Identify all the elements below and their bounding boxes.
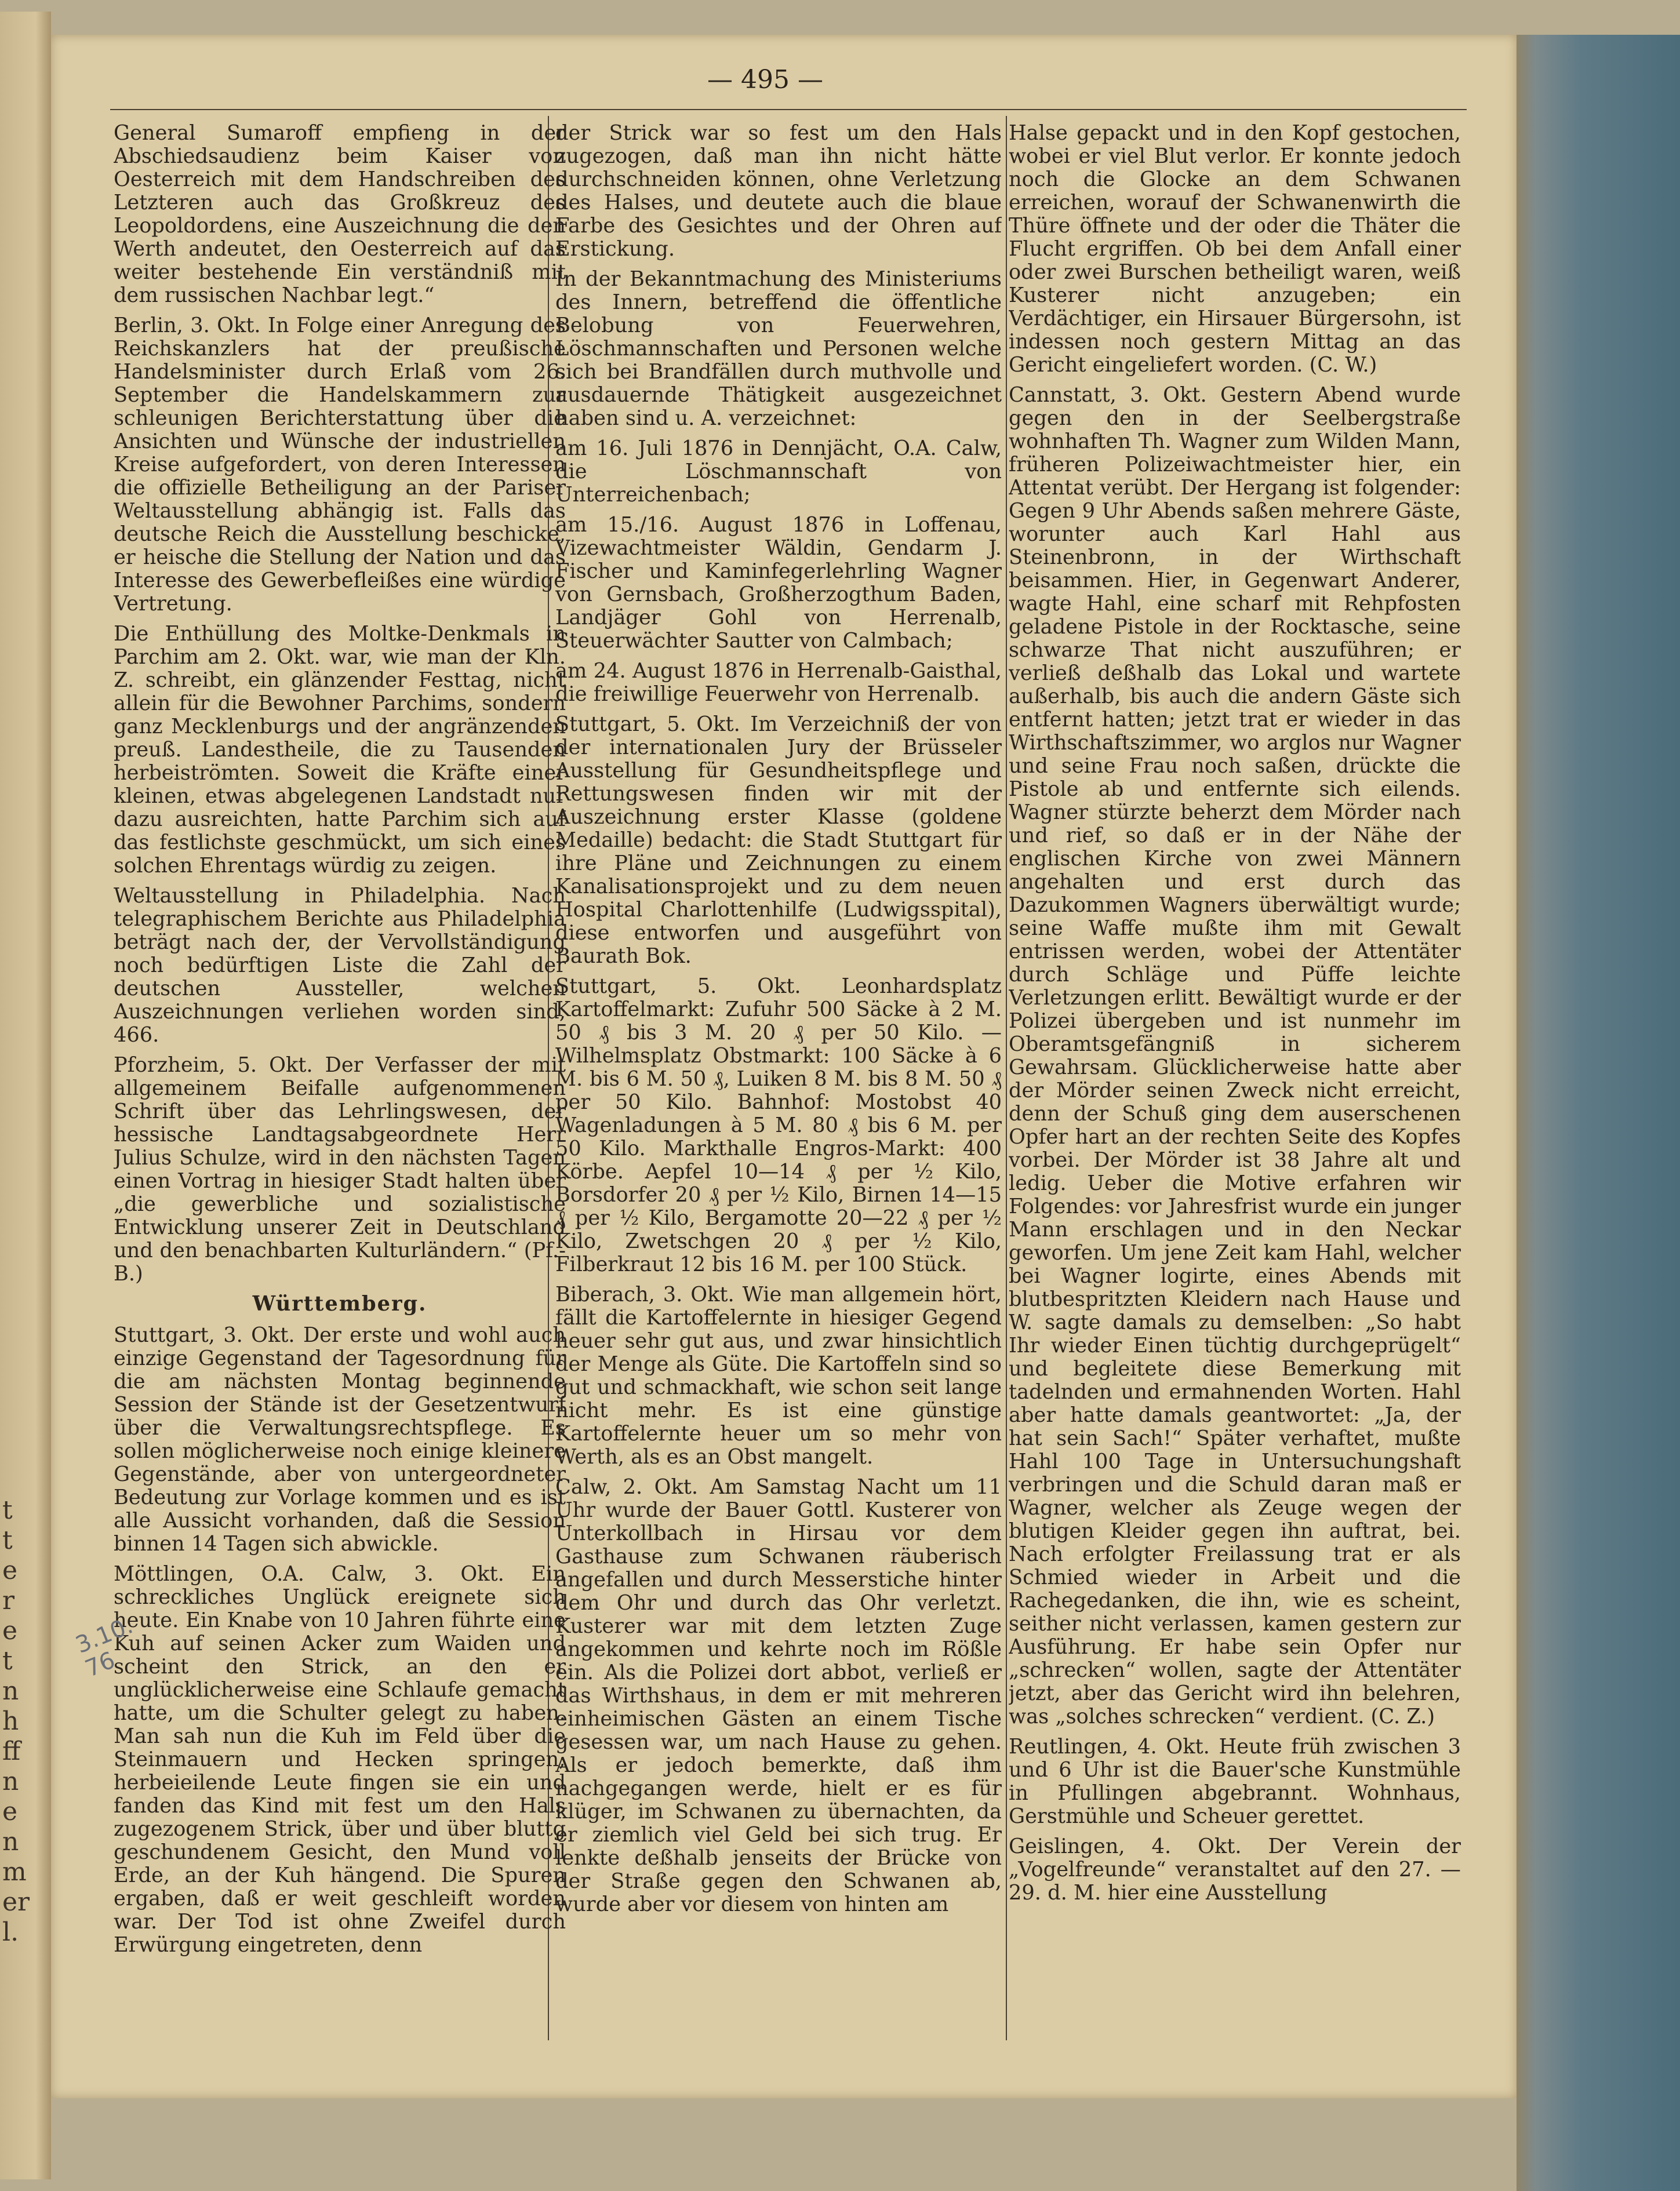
- previous-page-fragment: h: [2, 1706, 19, 1736]
- previous-page-fragment: l.: [2, 1917, 19, 1947]
- article-paragraph: Biberach, 3. Okt. Wie man allgemein hört, fällt die Kartoffelernte in hiesiger Gegend heuer sehr gut aus, und zwar hinsichtlich der Menge als Güte. Die Kartoffeln sind so gut und schmackhaft, wie schon seit lange nicht mehr. Es ist eine günstige Kartoffelernte heuer um so mehr von Werth, als es an Obst mangelt.: [555, 1283, 1002, 1469]
- header-rule: [110, 109, 1467, 110]
- previous-page-fragment: e: [2, 1797, 18, 1826]
- previous-page-fragment: t: [2, 1526, 13, 1555]
- previous-page-fragment: n: [2, 1676, 19, 1706]
- previous-page-fragment: r: [2, 1586, 15, 1615]
- article-paragraph: Geislingen, 4. Okt. Der Verein der „Vogelfreunde“ veranstaltet auf den 27. — 29. d. M. hier eine Ausstellung: [1009, 1835, 1461, 1905]
- previous-page-fragment: t: [2, 1495, 13, 1525]
- article-paragraph: Pforzheim, 5. Okt. Der Verfasser der mit allgemeinem Beifalle aufgenommenen Schrift über das Lehrlingswesen, der hessische Landtagsabgeordnete Herr Julius Schulze, wird in den nächsten Tagen einen Vortrag in hiesiger Stadt halten über „die gewerbliche und sozialistische Entwicklung unserer Zeit in Deutschland und den benachbarten Kulturländern.“ (Pf.-B.): [114, 1053, 566, 1286]
- previous-page-edge: [0, 12, 51, 2179]
- article-paragraph: am 24. August 1876 in Herrenalb-Gaisthal, die freiwillige Feuerwehr von Herrenalb.: [555, 659, 1002, 706]
- article-paragraph: Berlin, 3. Okt. In Folge einer Anregung des Reichskanzlers hat der preußische Handelsminister durch Erlaß vom 26. September die Handelskammern zur schleunigen Berichterstattung über die Ansichten und Wünsche der industriellen Kreise aufgefordert, von deren Interessen die offizielle Betheiligung an der Pariser Weltausstellung abhängig ist. Falls das deutsche Reich die Ausstellung beschicke, er heische die Stellung der Nation und das Interesse des Gewerbefleißes eine würdige Vertretung.: [114, 314, 566, 616]
- pencil-annotation: 3.10. 76: [72, 1612, 137, 1683]
- article-paragraph: der Strick war so fest um den Hals zugezogen, daß man ihn nicht hätte durchschneiden können, ohne Verletzung des Halses, und deutete auch die blaue Farbe des Gesichtes und der Ohren auf Erstickung.: [555, 122, 1002, 261]
- article-paragraph: Weltausstellung in Philadelphia. Nach telegraphischem Berichte aus Philadelphia beträgt nach der, der Vervollständigung noch bedürftigen Liste die Zahl der deutschen Aussteller, welchen Auszeichnungen verliehen worden sind, 466.: [114, 884, 566, 1047]
- column-divider: [1006, 116, 1007, 2040]
- article-paragraph: Cannstatt, 3. Okt. Gestern Abend wurde gegen den in der Seelbergstraße wohnhaften Th. Wagner zum Wilden Mann, früheren Polizeiwachtmeister hier, ein Attentat verübt. Der Hergang ist folgender: Gegen 9 Uhr Abends saßen mehrere Gäste, worunter auch Karl Hahl aus Steinenbronn, in der Wirthschaft beisammen. Hier, in Gegenwart Anderer, wagte Hahl, eine scharf mit Rehpfosten geladene Pistole in der Rocktasche, seine schwarze That nicht auszuführen; er verließ deßhalb das Lokal und wartete außerhalb, bis auch die andern Gäste sich entfernt hatten; jetzt trat er wieder in das Wirthschaftszimmer, wo arglos nur Wagner und seine Frau noch saßen, drückte die Pistole ab und entfernte sich eilends. Wagner stürzte beherzt dem Mörder nach und rief, so daß er in der Nähe der englischen Kirche von zwei Männern angehalten und erst durch das Dazukommen Wagners überwältigt wurde; seine Waffe mußte ihm mit Gewalt entrissen werden, wobei der Attentäter durch Schläge und Püffe leichte Verletzungen erlitt. Bewältigt wurde er der Polizei übergeben und ist nunmehr im Oberamtsgefängniß in sicherem Gewahrsam. Glücklicherweise hatte aber der Mörder seinen Zweck nicht erreicht, denn der Schuß ging dem auserschenen Opfer hart an der rechten Seite des Kopfes vorbei. Der Mörder ist 38 Jahre alt und ledig. Ueber die Motive erfahren wir Folgendes: vor Jahresfrist wurde ein junger Mann erschlagen und in den Neckar geworfen. Um jene Zeit kam Hahl, welcher bei Wagner logirte, eines Abends mit blutbespritzten Kleidern nach Hause und W. sagte damals zu demselben: „So habt Ihr wieder Einen tüchtig durchgeprügelt“ und begleitete diese Bemerkung mit tadelnden und ermahnenden Worten. Hahl aber hatte damals geantwortet: „Ja, der hat sein Sach!“ Später verhaftet, mußte Hahl 100 Tage in Untersuchungshaft verbringen und die Schuld daran maß er Wagner, welcher als Zeuge wegen der blutigen Kleider gegen ihn auftrat, bei. Nach erfolgter Freilassung trat er als Schmied wieder in Arbeit und die Rachegedanken, die ihn, wie es scheint, seither nicht verlassen, kamen gestern zur Ausführung. Er habe sein Opfer nur „schrecken“ wollen, sagte der Attentäter jetzt, aber das Gericht wird ihn belehren, was „solches schrecken“ verdient. (C. Z.): [1009, 383, 1461, 1728]
- section-heading: Württemberg.: [252, 1292, 427, 1316]
- book-cover-edge: [1517, 35, 1680, 2191]
- previous-page-fragment: e: [2, 1556, 18, 1585]
- article-paragraph: In der Bekanntmachung des Ministeriums des Innern, betreffend die öffentliche Belobung von Feuerwehren, Löschmannschaften und Personen welche sich bei Brandfällen durch muthvolle und ausdauernde Thätigkeit ausgezeichnet haben sind u. A. verzeichnet:: [555, 267, 1002, 430]
- previous-page-fragments: [2, 1495, 30, 1948]
- article-paragraph: Möttlingen, O.A. Calw, 3. Okt. Ein schreckliches Unglück ereignete sich heute. Ein Knabe von 10 Jahren führte eine Kuh auf seinen Acker zum Waiden und scheint den Strick, an den er unglücklicherweise eine Schlaufe gemacht hatte, um die Schulter gelegt zu haben. Man sah nun die Kuh im Feld über die Steinmauern und Hecken springen; herbeieilende Leute fingen sie ein und fanden das Kind mit fest um den Hals zugezogenem Strick, über und über bluttg geschundenem Gesicht, den Mund voll Erde, an der Kuh hängend. Die Spuren ergaben, daß er weit geschleift worden war. Der Tod ist ohne Zweifel durch Erwürgung eingetreten, denn: [114, 1562, 566, 1957]
- previous-page-fragment: t: [2, 1646, 13, 1676]
- column-3: [1009, 122, 1461, 2052]
- article-paragraph: am 15./16. August 1876 in Loffenau, Vizewachtmeister Wäldin, Gendarm J. Fischer und Kaminfegerlehrling Wagner von Gernsbach, Großherzogthum Baden, Landjäger Gohl von Herrenalb, Steuerwächter Sautter von Calmbach;: [555, 513, 1002, 653]
- article-paragraph: Reutlingen, 4. Okt. Heute früh zwischen 3 und 6 Uhr ist die Bauer'sche Kunstmühle in Pfullingen abgebrannt. Wohnhaus, Gerstmühle und Scheuer gerettet.: [1009, 1735, 1461, 1828]
- article-paragraph: Halse gepackt und in den Kopf gestochen, wobei er viel Blut verlor. Er konnte jedoch noch die Glocke an dem Schwanen erreichen, worauf der Schwanenwirth die Thüre öffnete und der oder die Thäter die Flucht ergriffen. Ob bei dem Anfall einer oder zwei Burschen betheiligt waren, weiß Kusterer nicht anzugeben; ein Verdächtiger, ein Hirsauer Bürgersohn, ist indessen noch gestern Mittag an das Gericht eingeliefert worden. (C. W.): [1009, 122, 1461, 377]
- article-paragraph: Stuttgart, 3. Okt. Der erste und wohl auch einzige Gegenstand der Tagesordnung für die am nächsten Montag beginnende Session der Stände ist der Gesetzentwurf über die Verwaltungsrechtspflege. Es sollen möglicherweise noch einige kleinere Gegenstände, aber von untergeordneter Bedeutung zur Vorlage kommen und es ist alle Aussicht vorhanden, daß die Session binnen 14 Tagen sich abwickle.: [114, 1323, 566, 1556]
- article-paragraph: Die Enthüllung des Moltke-Denkmals in Parchim am 2. Okt. war, wie man der Kln. Z. schreibt, ein glänzender Festtag, nicht allein für die Bewohner Parchims, sondern ganz Mecklenburgs und der angränzenden preuß. Landestheile, die zu Tausenden herbeiströmten. Soweit die Kräfte einer kleinen, etwas abgelegenen Landstadt nur dazu ausreichten, hatte Parchim sich auf das festlichste geschmückt, um sich eines solchen Ehrentags würdig zu zeigen.: [114, 622, 566, 878]
- article-paragraph: Calw, 2. Okt. Am Samstag Nacht um 11 Uhr wurde der Bauer Gottl. Kusterer von Unterkollbach in Hirsau vor dem Gasthause zum Schwanen räuberisch angefallen und durch Messerstiche hinter dem Ohr und durch das Ohr verletzt. Kusterer war mit dem letzten Zuge angekommen und kehrte noch im Rößle ein. Als die Polizei dort abbot, verließ er das Wirthshaus, in dem er mit mehreren einheimischen Gästen an einem Tische gesessen war, um nach Hause zu gehen. Als er jedoch bemerkte, daß ihm nachgegangen werde, hielt er es für klüger, im Schwanen zu übernachten, da er ziemlich viel Geld bei sich trug. Er lenkte deßhalb jenseits der Brücke von der Straße gegen den Schwanen ab, wurde aber vor diesem von hinten am: [555, 1475, 1002, 1916]
- article-paragraph: General Sumaroff empfieng in der Abschiedsaudienz beim Kaiser von Oesterreich mit dem Handschreiben des Letzteren auch das Großkreuz des Leopoldordens, eine Auszeichnung die den Werth andeutet, den Oesterreich auf das weiter bestehende Ein verständniß mit dem russischen Nachbar legt.“: [114, 122, 566, 307]
- article-paragraph: am 16. Juli 1876 in Dennjächt, O.A. Calw, die Löschmannschaft von Unterreichenbach;: [555, 436, 1002, 507]
- page-number: — 495 —: [707, 65, 823, 94]
- article-paragraph: Stuttgart, 5. Okt. Im Verzeichniß der von der internationalen Jury der Brüsseler Ausstellung für Gesundheitspflege und Rettungswesen finden wir mit der Auszeichnung erster Klasse (goldene Medaille) bedacht: die Stadt Stuttgart für ihre Pläne und Zeichnungen zu einem Kanalisationsprojekt und zu dem neuen Hospital Charlottenhilfe (Ludwigsspital), diese entworfen und ausgeführt von Baurath Bok.: [555, 712, 1002, 968]
- previous-page-fragment: n: [2, 1827, 19, 1857]
- previous-page-fragment: e: [2, 1616, 18, 1646]
- column-2: [555, 122, 1002, 2052]
- article-paragraph: Stuttgart, 5. Okt. Leonhardsplatz Kartoffelmarkt: Zufuhr 500 Säcke à 2 M. 50 ₰ bis 3 M. 20 ₰ per 50 Kilo. — Wilhelmsplatz Obstmarkt: 100 Säcke à 6 M. bis 6 M. 50 ₰, Luiken 8 M. bis 8 M. 50 ₰ per 50 Kilo. Bahnhof: Mostobst 40 Wagenladungen à 5 M. 80 ₰ bis 6 M. per 50 Kilo. Markthalle Engros-Markt: 400 Körbe. Aepfel 10—14 ₰ per ½ Kilo, Borsdorfer 20 ₰ per ½ Kilo, Birnen 14—15 ₰ per ½ Kilo, Bergamotte 20—22 ₰ per ½ Kilo, Zwetschgen 20 ₰ per ½ Kilo, Filberkraut 12 bis 16 M. per 100 Stück.: [555, 974, 1002, 1276]
- previous-page-fragment: ff: [2, 1737, 21, 1766]
- previous-page-fragment: er: [2, 1887, 30, 1917]
- column-1: [114, 122, 566, 2052]
- previous-page-fragment: m: [2, 1857, 27, 1887]
- previous-page-fragment: n: [2, 1767, 19, 1796]
